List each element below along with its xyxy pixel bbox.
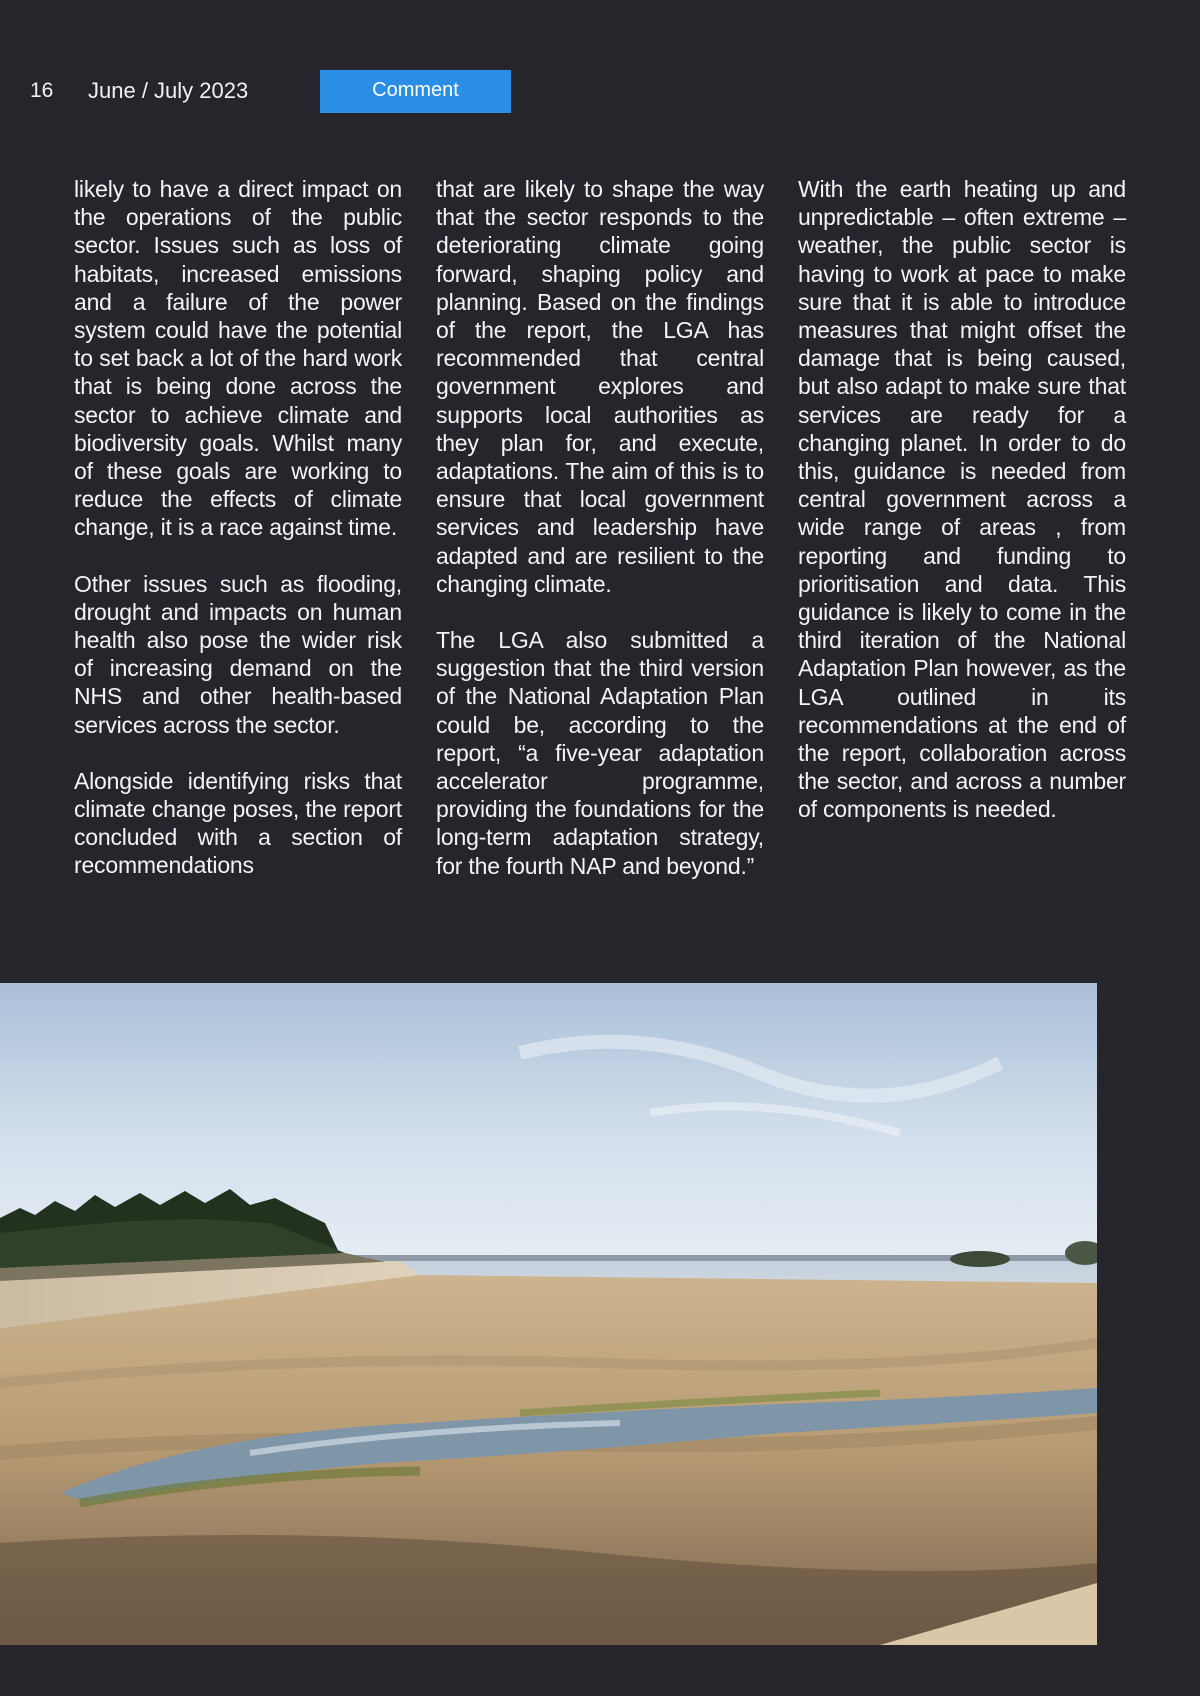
paragraph: Alongside identifying risks that climate change poses, the report concluded with a section of recommendations xyxy=(74,767,402,879)
section-tag-comment[interactable]: Comment xyxy=(320,70,511,113)
paragraph: likely to have a direct impact on the operations of the public sector. Issues such as loss of habitats, increased emissions and a failure of the power system could have the potential to set back a lot of the hard work that is being done across the sector to achieve climate and biodiversity goals. Whilst many of these goals are working to reduce the effects of climate change, it is a race against time. xyxy=(74,176,402,541)
page-header xyxy=(0,70,1200,113)
article-column-2 xyxy=(436,175,764,908)
paragraph: that are likely to shape the way that the sector responds to the deteriorating climate going forward, shaping policy and planning. Based on the findings of the report, the LGA has recommended that central government explores and supports local authorities as they plan for, and execute, adaptations. The aim of this is to ensure that local government services and leadership have adapted and are resilient to the changing climate. xyxy=(436,176,764,597)
drought-reservoir-photo xyxy=(0,983,1097,1645)
article-column-1 xyxy=(74,175,402,908)
page-number: 16 xyxy=(30,79,54,102)
paragraph: Other issues such as flooding, drought and impacts on human health also pose the wider risk of increasing demand on the NHS and other health-based services across the sector. xyxy=(74,570,402,738)
paragraph: The LGA also submitted a suggestion that the third version of the National Adaptation Plan could be, according to the report, “a five-year adaptation accelerator programme, providing the foundations for the long-term adaptation strategy, for the fourth NAP and beyond.” xyxy=(436,627,764,879)
article-column-3 xyxy=(798,175,1126,852)
paragraph: With the earth heating up and unpredictable – often extreme – weather, the public sector is having to work at pace to make sure that it is able to introduce measures that might offset the damage that is being caused, but also adapt to make sure that services are ready for a changing planet. In order to do this, guidance is needed from central government across a wide range of areas , from reporting and funding to prioritisation and data. This guidance is likely to come in the third iteration of the National Adaptation Plan however, as the LGA outlined in its recommendations at the end of the report, collaboration across the sector, and across a number of components is needed. xyxy=(798,176,1126,823)
issue-date: June / July 2023 xyxy=(88,78,249,103)
article-body xyxy=(74,175,1126,945)
